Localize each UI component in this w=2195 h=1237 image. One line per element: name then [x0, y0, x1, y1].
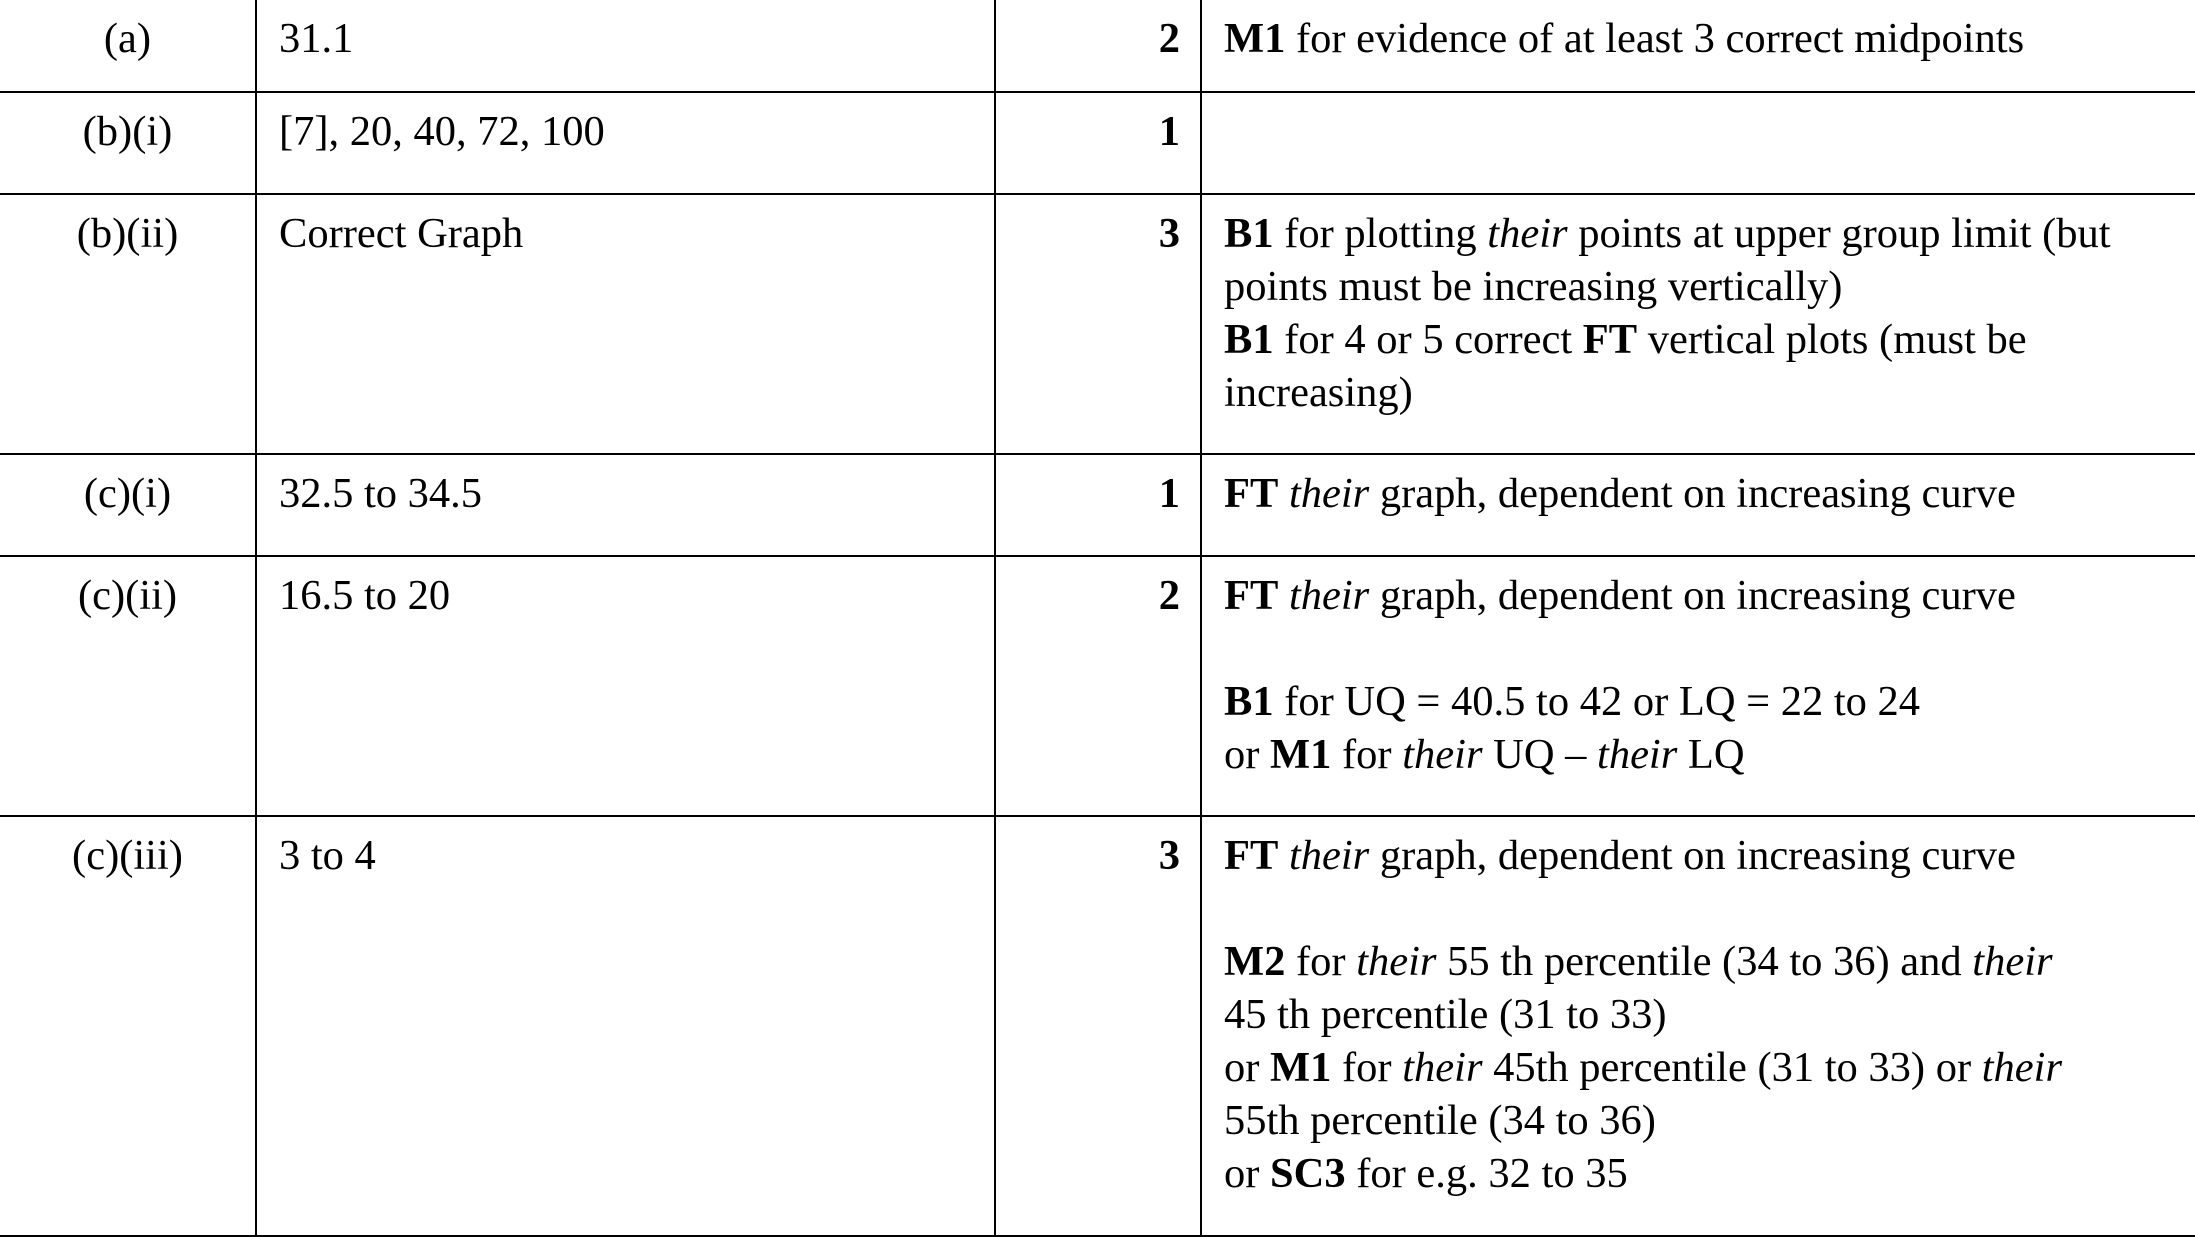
note-text: 45th percentile (31 to 33) or: [1482, 1044, 1982, 1091]
answer-cell: 32.5 to 34.5: [256, 454, 995, 556]
note-line: [1224, 675, 2191, 728]
notes-cell: [1201, 194, 2195, 454]
note-text: 55 th percentile (34 to 36) and: [1436, 938, 1973, 985]
note-text: graph, dependent on increasing curve: [1369, 572, 2016, 619]
notes-cell: [1201, 454, 2195, 556]
note-text: points must be increasing vertically): [1224, 263, 1843, 310]
emphasis-text: their: [1597, 731, 1678, 778]
part-cell: (a): [0, 0, 256, 92]
note-text: for UQ = 40.5 to 42 or LQ = 22 to 24: [1273, 678, 1921, 725]
note-line: [1224, 207, 2191, 260]
emphasis-text: their: [1402, 731, 1483, 778]
emphasis-text: their: [1288, 470, 1370, 517]
note-line: [1224, 260, 2191, 313]
notes-cell: [1201, 0, 2195, 92]
note-text: vertical plots (must be: [1637, 316, 2027, 363]
mark-code: B1: [1224, 210, 1274, 257]
mark-code: M1: [1224, 15, 1286, 62]
mark-cell: 2: [995, 556, 1201, 816]
part-cell: (c)(ii): [0, 556, 256, 816]
note-line: [1224, 935, 2191, 988]
answer-cell: 3 to 4: [256, 816, 995, 1236]
part-cell: (c)(iii): [0, 816, 256, 1236]
note-line: [1224, 12, 2191, 65]
mark-code: B1: [1224, 316, 1274, 363]
mark-code: FT: [1224, 832, 1279, 879]
notes-cell: [1201, 92, 2195, 194]
mark-code: SC3: [1270, 1150, 1346, 1197]
blank-line: [1224, 882, 2191, 935]
mark-code: B1: [1224, 678, 1274, 725]
note-text: for 4 or 5 correct: [1273, 316, 1583, 363]
emphasis-text: their: [1972, 938, 2053, 985]
part-cell: (b)(ii): [0, 194, 256, 454]
answer-cell: Correct Graph: [256, 194, 995, 454]
answer-cell: 31.1: [256, 0, 995, 92]
mark-code: FT: [1582, 316, 1638, 363]
note-line: [1224, 988, 2191, 1041]
note-text: or: [1224, 1044, 1271, 1091]
mark-cell: 3: [995, 194, 1201, 454]
note-text: [1278, 470, 1289, 517]
note-line: [1224, 569, 2191, 622]
note-text: graph, dependent on increasing curve: [1369, 470, 2016, 517]
note-line: [1224, 366, 2191, 419]
mark-cell: 2: [995, 0, 1201, 92]
note-text: 55th percentile (34 to 36): [1224, 1097, 1656, 1144]
answer-cell: 16.5 to 20: [256, 556, 995, 816]
note-text: UQ –: [1482, 731, 1598, 778]
note-line: [1224, 1041, 2191, 1094]
note-text: for plotting: [1273, 210, 1488, 257]
table-row: [0, 194, 2195, 454]
note-text: [1278, 832, 1289, 879]
note-text: LQ: [1677, 731, 1745, 778]
note-text: points at upper group limit (but: [1567, 210, 2111, 257]
notes-cell: [1201, 816, 2195, 1236]
table-row: [0, 816, 2195, 1236]
note-text: for: [1331, 1044, 1403, 1091]
table-row: [0, 454, 2195, 556]
mark-code: FT: [1224, 572, 1279, 619]
table-row: [0, 92, 2195, 194]
emphasis-text: their: [1288, 572, 1370, 619]
note-text: for: [1285, 938, 1357, 985]
table-row: [0, 556, 2195, 816]
mark-code: M2: [1224, 938, 1286, 985]
answer-cell: [7], 20, 40, 72, 100: [256, 92, 995, 194]
note-text: for evidence of at least 3 correct midpoints: [1285, 15, 2025, 62]
mark-code: M1: [1270, 1044, 1332, 1091]
note-text: [1278, 572, 1289, 619]
note-text: graph, dependent on increasing curve: [1369, 832, 2016, 879]
emphasis-text: their: [1487, 210, 1568, 257]
mark-code: M1: [1270, 731, 1332, 778]
note-text: 45 th percentile (31 to 33): [1224, 991, 1667, 1038]
note-line: [1224, 1147, 2191, 1200]
emphasis-text: their: [1288, 832, 1370, 879]
note-text: for e.g. 32 to 35: [1345, 1150, 1628, 1197]
note-line: [1224, 1094, 2191, 1147]
note-text: increasing): [1224, 369, 1413, 416]
note-line: [1224, 829, 2191, 882]
note-text: or: [1224, 1150, 1271, 1197]
table-row: [0, 0, 2195, 92]
mark-cell: 3: [995, 816, 1201, 1236]
mark-code: FT: [1224, 470, 1279, 517]
blank-line: [1224, 622, 2191, 675]
mark-cell: 1: [995, 92, 1201, 194]
emphasis-text: their: [1981, 1044, 2063, 1091]
emphasis-text: their: [1402, 1044, 1483, 1091]
mark-cell: 1: [995, 454, 1201, 556]
note-line: [1224, 728, 2191, 781]
note-text: for: [1331, 731, 1403, 778]
note-text: or: [1224, 731, 1271, 778]
note-line: [1224, 467, 2191, 520]
notes-cell: [1201, 556, 2195, 816]
emphasis-text: their: [1356, 938, 1437, 985]
note-line: [1224, 313, 2191, 366]
part-cell: (c)(i): [0, 454, 256, 556]
part-cell: (b)(i): [0, 92, 256, 194]
